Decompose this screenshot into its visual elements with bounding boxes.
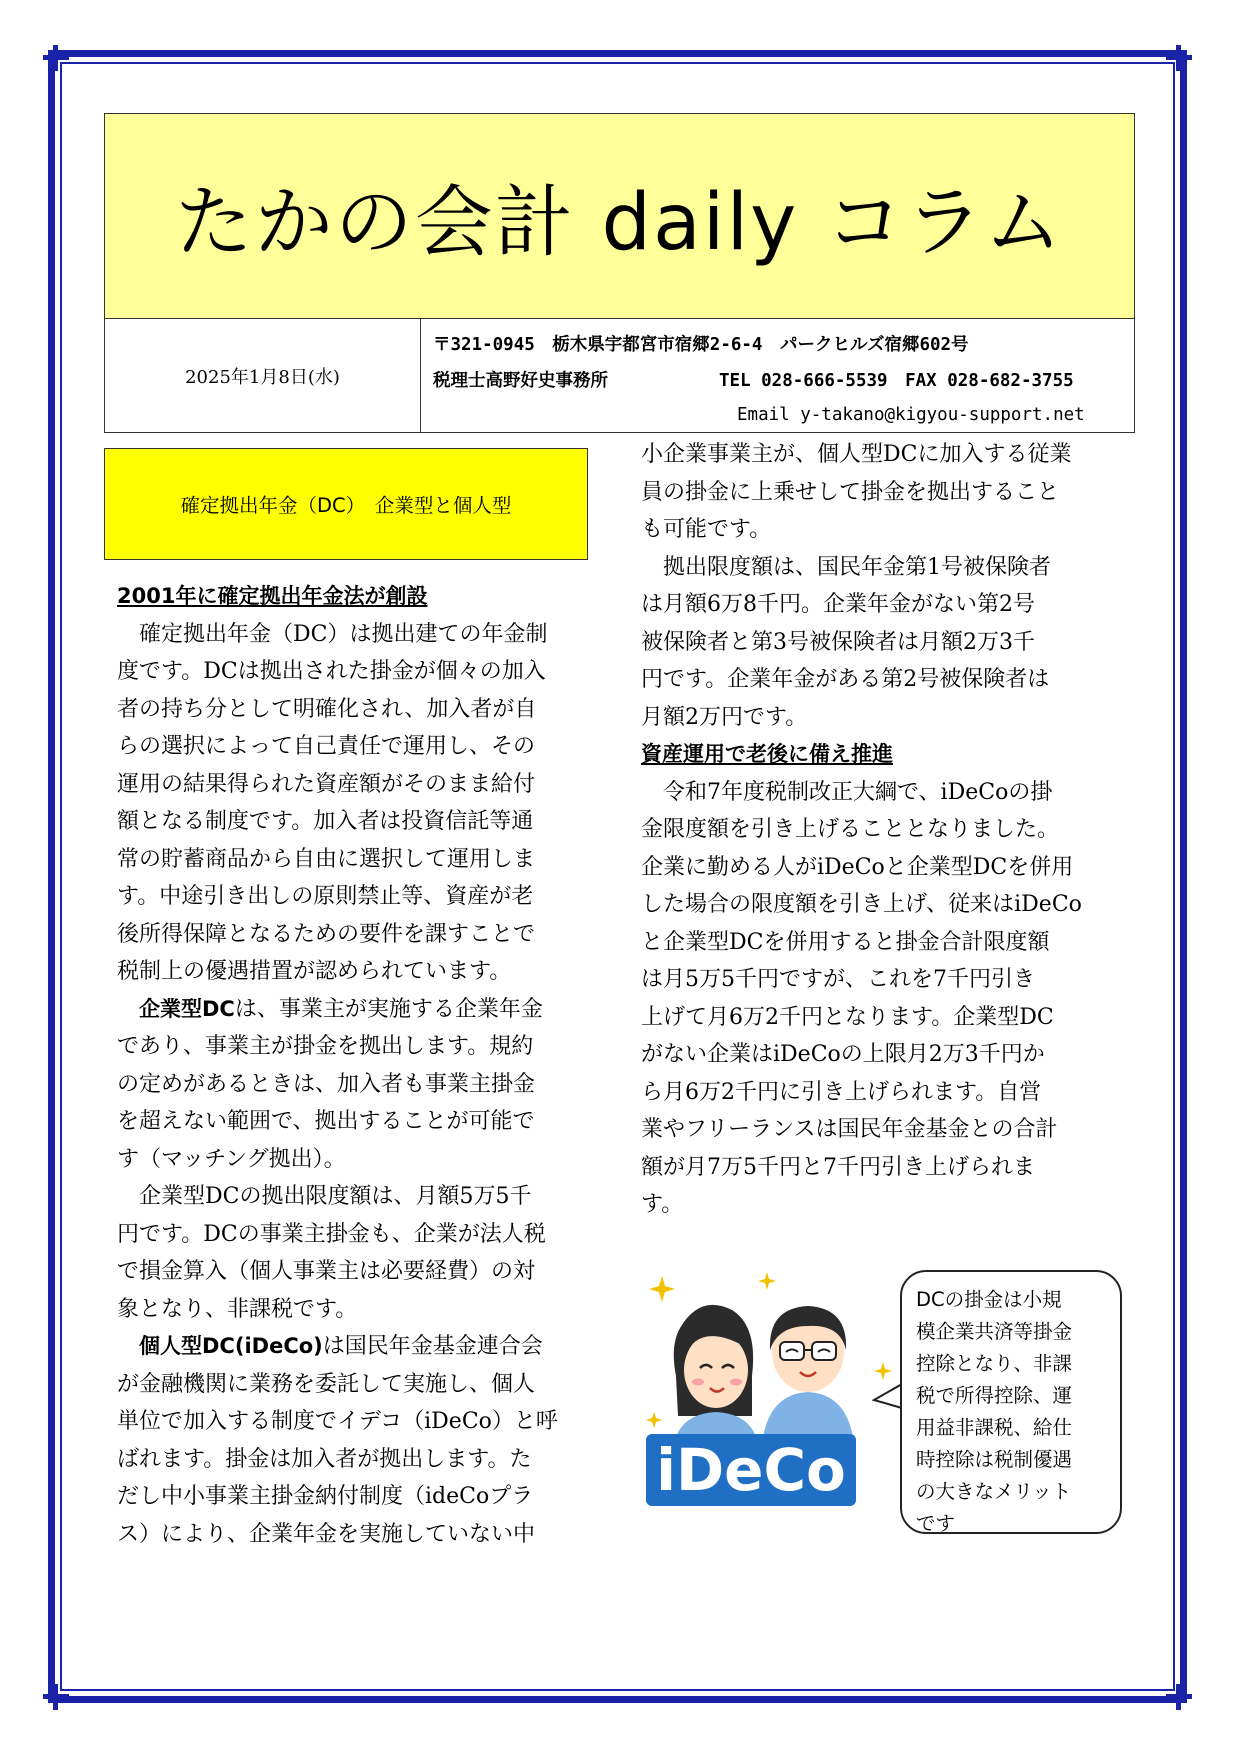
- paragraph-line: 被保険者と第3号被保険者は月額2万3千: [641, 629, 1035, 655]
- paragraph-line: らの選択によって自己責任で運用し、その: [117, 734, 536, 759]
- paragraph: [117, 616, 595, 991]
- paragraph-line: 上げて月6万2千円となります。企業型DC: [641, 1004, 1054, 1030]
- article-left-column: [117, 578, 595, 1553]
- paragraph-line: で損金算入（個人事業主は必要経費）の対: [117, 1259, 536, 1284]
- paragraph-line: 令和7年度税制改正大綱で、iDeCoの掛: [663, 779, 1053, 805]
- topic-title: 確定拠出年金（DC） 企業型と個人型: [180, 494, 512, 517]
- speech-bubble: [900, 1270, 1122, 1534]
- border-corner-ornament: [43, 45, 69, 71]
- bubble-line: 用益非課税、給仕: [916, 1416, 1073, 1439]
- contact-cell: [421, 319, 1134, 432]
- paragraph-line: 額が月7万5千円と7千円引き上げられま: [641, 1154, 1035, 1180]
- bubble-line: 控除となり、非課: [916, 1352, 1073, 1375]
- paragraph-line: 後所得保障となるための要件を課すことで: [117, 921, 536, 947]
- paragraph-line: 円です。DCの事業主掛金も、企業が法人税: [117, 1221, 546, 1247]
- paragraph-line: 確定拠出年金（DC）は拠出建ての年金制: [139, 621, 548, 647]
- paragraph-line: 企業型DCは、事業主が実施する企業年金: [139, 996, 543, 1022]
- paragraph-line: がない企業はiDeCoの上限月2万3千円か: [641, 1042, 1045, 1067]
- paragraph: [641, 774, 1121, 1224]
- issue-date-cell: [105, 319, 421, 432]
- paragraph-line: 常の貯蓄商品から自由に選択して運用しま: [117, 846, 536, 872]
- article-right-column: [641, 436, 1121, 1224]
- paragraph-line: 度です。DCは拠出された掛金が個々の加入: [117, 659, 546, 684]
- bubble-line: です: [916, 1512, 956, 1535]
- bubble-line: 模企業共済等掛金: [916, 1320, 1073, 1343]
- paragraph-line: 運用の結果得られた資産額がそのまま給付: [117, 771, 536, 797]
- paragraph-line: の定めがあるときは、加入者も事業主掛金: [117, 1071, 536, 1097]
- paragraph-line: が金融機関に業務を委託して実施し、個人: [117, 1371, 536, 1397]
- paragraph-line: 者の持ち分として明確化され、加入者が自: [117, 696, 537, 722]
- paragraph-line: す。: [641, 1192, 684, 1217]
- office-name: 税理士高野好史事務所: [433, 371, 608, 391]
- paragraph: [117, 1366, 595, 1554]
- paragraph-line: す（マッチング拠出）。: [117, 1146, 346, 1172]
- newsletter-header: [104, 113, 1135, 433]
- man-figure: [762, 1306, 854, 1444]
- paragraph-line: だし中小事業主掛金納付制度（ideCoプラ: [117, 1484, 534, 1509]
- paragraph-line: と企業型DCを併用すると掛金合計限度額: [641, 929, 1050, 955]
- paragraph-line: 額となる制度です。加入者は投資信託等通: [117, 809, 534, 834]
- topic-box: [104, 448, 588, 560]
- paragraph-line: を超えない範囲で、拠出することが可能で: [117, 1109, 535, 1134]
- ideco-logo-text: iDeCo: [656, 1436, 846, 1504]
- paragraph-line: 円です。企業年金がある第2号被保険者は: [641, 667, 1050, 692]
- paragraph-line: す。中途引き出しの原則禁止等、資産が老: [117, 884, 534, 909]
- section-heading: 2001年に確定拠出年金法が創設: [117, 584, 428, 608]
- paragraph-line: 月額2万円です。: [641, 704, 808, 730]
- paragraph-line: 個人型DC(iDeCo)は国民年金基金連合会: [139, 1334, 543, 1359]
- paragraph-line: ス）により、企業年金を実施していない中: [117, 1521, 536, 1547]
- paragraph: [117, 1178, 595, 1328]
- paragraph: [641, 549, 1121, 737]
- bold-term: 個人型DC(iDeCo): [139, 1334, 323, 1358]
- paragraph-line: ら月6万2千円に引き上げられます。自営: [641, 1079, 1042, 1105]
- paragraph-line: 単位で加入する制度でイデコ（iDeCo）と呼: [117, 1409, 558, 1434]
- bubble-line: 税で所得控除、運: [916, 1384, 1073, 1407]
- section-heading: 資産運用で老後に備え推進: [641, 742, 893, 766]
- paragraph-line: 拠出限度額は、国民年金第1号被保険者: [663, 554, 1051, 580]
- border-corner-ornament: [1166, 45, 1192, 71]
- title-band: [105, 114, 1134, 319]
- border-corner-ornament: [43, 1684, 69, 1710]
- newsletter-title: たかの会計 daily コラム: [174, 178, 1065, 268]
- issue-date: 2025年1月8日(水): [185, 366, 340, 388]
- paragraph-line: 業やフリーランスは国民年金基金との合計: [641, 1117, 1058, 1142]
- paragraph-line: 企業型DCの拠出限度額は、月額5万5千: [139, 1184, 532, 1209]
- office-address: 〒321-0945 栃木県宇都宮市宿郷2-6-4 パークヒルズ宿郷602号: [433, 335, 969, 355]
- paragraph-line: 金限度額を引き上げることとなりました。: [641, 817, 1060, 842]
- paragraph-line: は月額6万8千円。企業年金がない第2号: [641, 592, 1035, 617]
- bold-term: 企業型DC: [139, 996, 235, 1021]
- paragraph-line: した場合の限度額を引き上げ、従来はiDeCo: [641, 892, 1082, 917]
- woman-figure: [674, 1305, 758, 1444]
- bubble-line: の大きなメリット: [916, 1480, 1072, 1503]
- bubble-line: 時控除は税制優遇: [916, 1448, 1073, 1471]
- paragraph-line: 小企業事業主が、個人型DCに加入する従業: [641, 442, 1072, 467]
- paragraph-line: も可能です。: [641, 517, 772, 542]
- bubble-line: DCの掛金は小規: [916, 1288, 1062, 1311]
- paragraph-line: 企業に勤める人がiDeCoと企業型DCを併用: [641, 854, 1074, 880]
- paragraph-line: 象となり、非課税です。: [117, 1296, 358, 1322]
- paragraph: [117, 1028, 595, 1178]
- paragraph-line: 税制上の優遇措置が認められています。: [117, 959, 512, 984]
- ideco-couple-illustration: [640, 1266, 895, 1506]
- paragraph-line: ばれます。掛金は加入者が拠出します。た: [117, 1446, 532, 1472]
- paragraph-line: であり、事業主が掛金を拠出します。規約: [117, 1034, 534, 1059]
- border-corner-ornament: [1166, 1684, 1192, 1710]
- paragraph-line: 員の掛金に上乗せして掛金を拠出すること: [641, 479, 1060, 505]
- office-phone-fax: TEL 028-666-5539 FAX 028-682-3755: [719, 371, 1074, 391]
- paragraph-line: は月5万5千円ですが、これを7千円引き: [641, 967, 1035, 992]
- paragraph: [641, 436, 1121, 549]
- office-email[interactable]: Email y-takano@kigyou-support.net: [737, 405, 1085, 425]
